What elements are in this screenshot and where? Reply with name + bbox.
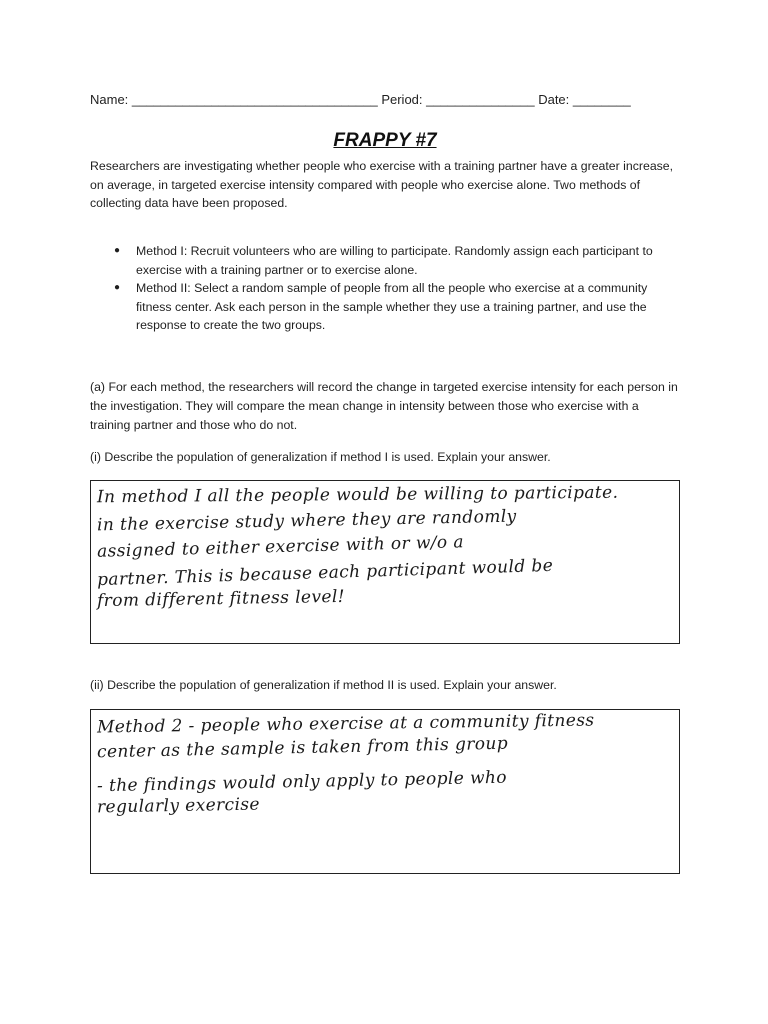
method-2-text: Method II: Select a random sample of people from all the people who exercise at a community fitness center. Ask each person in the sample whether they use a training partner, and use the response to create the two groups. <box>136 281 648 332</box>
worksheet-title: FRAPPY #7 <box>333 130 437 151</box>
handwritten-line: from different fitness level! <box>96 586 346 612</box>
handwritten-line: center as the sample is taken from this group <box>96 733 509 763</box>
method-1-text: Method I: Recruit volunteers who are willing to participate. Randomly assign each participant to exercise with a training partner or to exercise alone. <box>136 244 653 277</box>
intro-paragraph: Researchers are investigating whether people who exercise with a training partner have a greater increase, on average, in targeted exercise intensity compared with people who exercise alone. Two methods of collecting data have been proposed. <box>90 159 674 210</box>
answer-box-ii[interactable] <box>90 709 680 874</box>
method-2-item <box>90 279 680 335</box>
bullet-icon: ● <box>114 245 121 256</box>
handwritten-line: regularly exercise <box>96 794 261 818</box>
name-period-date-line: Name: __________________________________ Period: _______________ Date: ________ <box>90 92 631 107</box>
handwritten-line: In method I all the people would be willing to participate. <box>96 482 619 508</box>
handwritten-line: partner. This is because each participant would be <box>96 555 554 591</box>
method-1-item <box>90 242 680 279</box>
handwritten-line: assigned to either exercise with or w/o a <box>96 532 465 562</box>
answer-box-i[interactable] <box>90 480 680 644</box>
question-ii: (ii) Describe the population of generalization if method II is used. Explain your answer. <box>90 678 557 692</box>
handwritten-line: - the findings would only apply to people who <box>96 767 508 797</box>
question-i: (i) Describe the population of generalization if method I is used. Explain your answer. <box>90 450 551 464</box>
handwritten-line: Method 2 - people who exercise at a community fitness <box>96 710 595 738</box>
bullet-icon: ● <box>114 282 121 293</box>
handwritten-line: in the exercise study where they are randomly <box>96 506 517 536</box>
part-a-paragraph: (a) For each method, the researchers will record the change in targeted exercise intensity for each person in the investigation. They will compare the mean change in intensity between those who exercise with a training partner and those who do not. <box>90 380 678 432</box>
methods-list <box>90 242 680 335</box>
